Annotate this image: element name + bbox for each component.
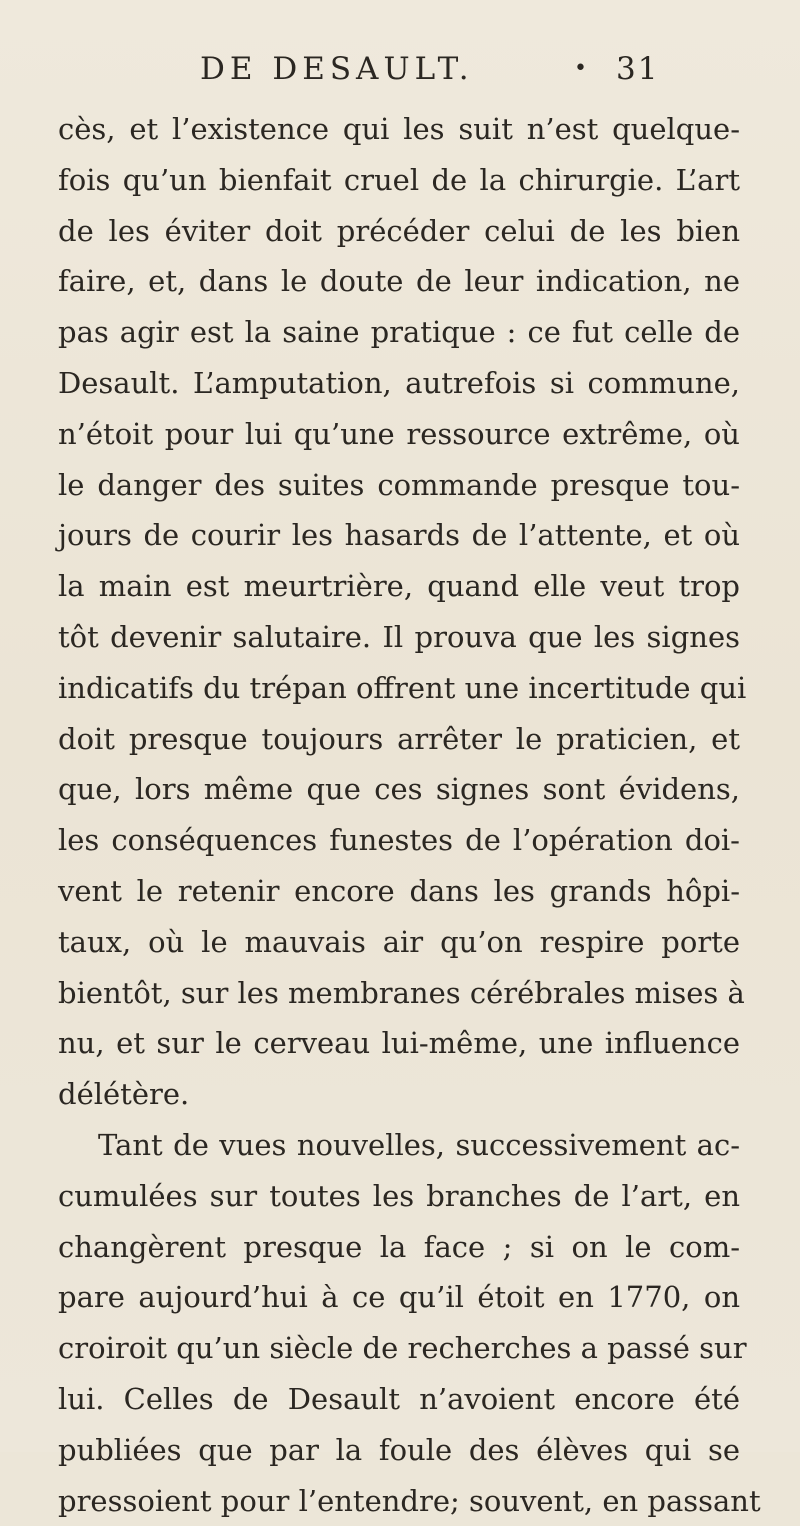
text-line: la main est meurtrière, quand elle veut trop	[58, 569, 740, 604]
text-line: n’étoit pour lui qu’une ressource extrême, où	[58, 416, 740, 451]
text-line: pas agir est la saine pratique : ce fut celle de	[58, 315, 740, 350]
text-line: de les éviter doit précéder celui de les bien	[58, 213, 740, 248]
text-line: tôt devenir salutaire. Il prouva que les signes	[58, 619, 740, 654]
text-line: les conséquences funestes de l’opération doi-	[58, 823, 740, 858]
text-line: indicatifs du trépan offrent une incertitude qui	[58, 670, 747, 705]
running-head	[0, 46, 800, 92]
text-line: délétère.	[58, 1077, 190, 1112]
text-line: fois qu’un bienfait cruel de la chirurgie. L’art	[58, 162, 740, 197]
body-text	[58, 104, 761, 1526]
text-line: que, lors même que ces signes sont évidens,	[58, 772, 740, 807]
text-line: le danger des suites commande presque tou-	[58, 467, 740, 502]
text-line: pare aujourd’hui à ce qu’il étoit en 1770, on	[58, 1280, 740, 1315]
text-line: cumulées sur toutes les branches de l’art, en	[58, 1178, 740, 1213]
text-line: Desault. L’amputation, autrefois si commune,	[58, 365, 740, 400]
text-line: publiées que par la foule des élèves qui se	[58, 1432, 740, 1467]
text-line: bientôt, sur les membranes cérébrales mises à	[58, 975, 745, 1010]
running-head-title: DE DESAULT.	[200, 51, 474, 87]
running-head-mark: •	[574, 56, 587, 81]
text-line: vent le retenir encore dans les grands hôpi-	[58, 873, 740, 908]
page-number: 31	[616, 51, 660, 87]
text-line: jours de courir les hasards de l’attente, et où	[58, 518, 740, 553]
text-line: changèrent presque la face ; si on le com-	[58, 1229, 740, 1264]
text-line: lui. Celles de Desault n’avoient encore été	[58, 1381, 740, 1416]
text-line: taux, où le mauvais air qu’on respire porte	[58, 924, 740, 959]
text-line: cès, et l’existence qui les suit n’est quelque-	[58, 112, 740, 146]
text-line: croiroit qu’un siècle de recherches a passé sur	[58, 1331, 747, 1366]
text-line: faire, et, dans le doute de leur indication, ne	[58, 264, 740, 299]
text-line: nu, et sur le cerveau lui-même, une influence	[58, 1026, 740, 1061]
text-line: pressoient pour l’entendre; souvent, en passant	[58, 1483, 761, 1518]
text-line: Tant de vues nouvelles, successivement ac-	[98, 1127, 740, 1162]
text-line: doit presque toujours arrêter le praticien, et	[58, 721, 740, 756]
